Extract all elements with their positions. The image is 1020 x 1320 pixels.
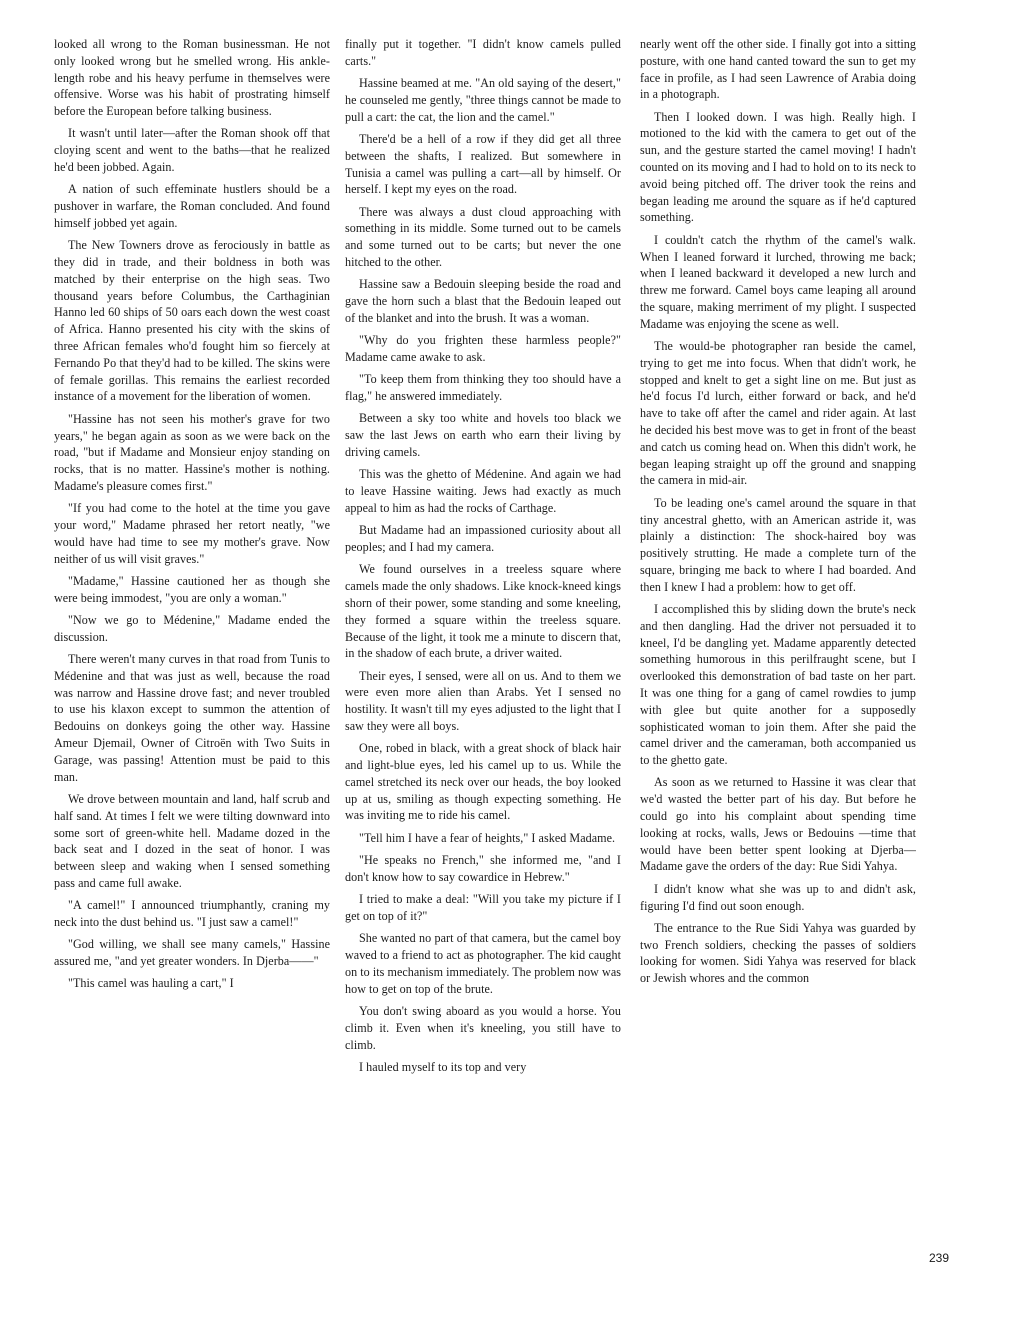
paragraph: I accomplished this by sliding down the brute's neck and then dangling. Had the driver not persuaded it to kneel, I'd be dangling yet. Madame apparently detected something humorous in this perilfraught scene, but I overlooked this demonstration of bad taste on her part. It was one thing for a gang of camel rowdies to jump with glee but quite another for a supposedly sophisticated woman to join them. After she paid the camel driver and the cameraman, both accompanied us to the ghetto gate. (640, 602, 916, 768)
paragraph: A nation of such effeminate hustlers should be a pushover in warfare, the Roman concluded. And found himself jobbed yet again. (54, 182, 330, 230)
paragraph: As soon as we returned to Hassine it was clear that we'd wasted the better part of his day. But before he could go into his complaint about spending time looking at rocks, walls, Jews or Bedouins —time that would have been better spent looking at Djerba—Madame gave the orders of the day: Rue Sidi Yahya. (640, 775, 916, 874)
paragraph: I tried to make a deal: "Will you take my picture if I get on top of it?" (345, 892, 621, 923)
paragraph: One, robed in black, with a great shock of black hair and light-blue eyes, led his camel up to us. While the camel stretched its neck over our heads, the boy looked up at us, smiling as though expecting something. He was inviting me to ride his camel. (345, 741, 621, 823)
page-number: 239 (929, 1251, 950, 1265)
paragraph: I couldn't catch the rhythm of the camel's walk. When I leaned forward it lurched, throwing me back; when I leaned backward it developed a new lurch and threw me forward. Camel boys came leaping all around the square, making merriment of my plight. I suspected Madame was enjoying the scene as well. (640, 232, 916, 331)
paragraph: "A camel!" I announced triumphantly, craning my neck into the dust behind us. "I just saw a camel!" (54, 898, 330, 930)
paragraph: "He speaks no French," she informed me, "and I don't know how to say cowardice in Hebrew." (345, 853, 621, 884)
paragraph: "Why do you frighten these harmless people?" Madame came awake to ask. (345, 333, 621, 365)
text-column-middle (345, 36, 621, 1264)
paragraph: The would-be photographer ran beside the camel, trying to get me into focus. When that didn't work, he stopped and knelt to get a sight line on me. But just as he'd focus I'd lurch, either forward or back, and he'd have to take off after the camel and rider again. At last he decided his best move was to get in front of the beast and catch us coming head on. When this didn't work, he began leaping straight up off the ground and snapping the camera in mid-air. (640, 339, 916, 488)
paragraph: nearly went off the other side. I finally got into a sitting posture, with one hand canted toward the sun to get my face in profile, as I had seen Lawrence of Arabia doing in a photograph. (640, 37, 916, 102)
paragraph: Hassine saw a Bedouin sleeping beside the road and gave the horn such a blast that the Bedouin leaped out of the blanket and into the brush. It was a woman. (345, 277, 621, 325)
paragraph: There weren't many curves in that road from Tunis to Médenine and that was just as well, because the road was narrow and Hassine drove fast; and never troubled to use his klaxon except to summon the attention of Bedouins on donkeys going the other way. Hassine Ameur Djemail, Owner of Citroën with Two Suits in Garage, was passing! Attention must be paid to this man. (54, 652, 330, 784)
text-column-right (640, 36, 916, 1264)
paragraph: She wanted no part of that camera, but the camel boy waved to a friend to act as photographer. The kid caught on to its mechanism immediately. The problem now was how to get on top of the brute. (345, 931, 621, 996)
paragraph: It wasn't until later—after the Roman shook off that cloying scent and went to the baths—that he realized he'd been jobbed. Again. (54, 126, 330, 175)
paragraph: Their eyes, I sensed, were all on us. And to them we were even more alien than Arabs. Yet I sensed no hostility. It wasn't till my eyes adjusted to the light that I saw they were all boys. (345, 668, 621, 733)
paragraph: The entrance to the Rue Sidi Yahya was guarded by two French soldiers, checking the passes of soldiers looking for women. Sidi Yahya was reserved for black or Jewish whores and the common (640, 920, 916, 986)
paragraph: "God willing, we shall see many camels," Hassine assured me, "and yet greater wonders. In Djerba——" (54, 937, 330, 969)
paragraph: There'd be a hell of a row if they did get all three between the shafts, I realized. But somewhere in Tunisia a camel was pulling a cart—all by himself. Or herself. I kept my eyes on the road. (345, 131, 621, 197)
paragraph: To be leading one's camel around the square in that tiny ancestral ghetto, with an American astride it, was plainly a distinction: The shock-haired boy was positively strutting. He made a complete turn of the square, bringing me back to where I had boarded. And then I knew I had a problem: how to get off. (640, 495, 916, 594)
paragraph: "Madame," Hassine cautioned her as though she were being immodest, "you are only a woman." (54, 573, 330, 605)
paragraph: Hassine beamed at me. "An old saying of the desert," he counseled me gently, "three things cannot be made to pull a cart: the cat, the lion and the camel." (345, 76, 621, 124)
paragraph: "To keep them from thinking they too should have a flag," he answered immediately. (345, 372, 621, 404)
paragraph: You don't swing aboard as you would a horse. You climb it. Even when it's kneeling, you still have to climb. (345, 1003, 621, 1052)
paragraph: Between a sky too white and hovels too black we saw the last Jews on earth who earn their living by driving camels. (345, 411, 621, 460)
paragraph: "Now we go to Médenine," Madame ended the discussion. (54, 613, 330, 644)
paragraph: We found ourselves in a treeless square where camels made the only shadows. Like knock-kneed kings shorn of their power, some standing and some kneeling, they formed a square within the treeless square. Because of the light, it took me a minute to discern that, in the shadow of each brute, a driver waited. (345, 562, 621, 661)
paragraph: "Hassine has not seen his mother's grave for two years," he began again as soon as we were back on the road, "but if Madame and Monsieur enjoy standing on rocks, that is no matter. Hassine's mother is nothing. Madame's pleasure comes first." (54, 411, 330, 493)
paragraph: "Tell him I have a fear of heights," I asked Madame. (359, 830, 616, 845)
paragraph: "If you had come to the hotel at the time you gave your word," Madame phrased her retort neatly, "we would have had time to see my mother's grave. Now neither of us will visit graves." (54, 501, 330, 566)
paragraph: There was always a dust cloud approaching with something in its middle. Some turned out to be camels and some turned out to be carts; but never the one hitched to the other. (345, 204, 621, 270)
paragraph: "This camel was hauling a cart," I (68, 976, 234, 991)
paragraph: We drove between mountain and land, half scrub and half sand. At times I felt we were tilting downward into some sort of green-white hell. Madame dozed in the back seat and I dozed in the seat of honor. I was between sleep and waking when I sensed something pass and came full awake. (54, 791, 330, 890)
paragraph: looked all wrong to the Roman businessman. He not only looked wrong but he smelled wrong. His ankle-length robe and his heavy perfume in themselves were offensive. Worse was his habit of prostrating himself before the European before talking business. (54, 37, 330, 119)
paragraph: finally put it together. "I didn't know camels pulled carts." (345, 37, 621, 68)
paragraph: I hauled myself to its top and very (359, 1059, 527, 1074)
text-column-left (54, 36, 330, 1264)
paragraph: This was the ghetto of Médenine. And again we had to leave Hassine waiting. Jews had exactly as much appeal to him as had the rocks of Carthage. (345, 467, 621, 515)
paragraph: I didn't know what she was up to and didn't ask, figuring I'd find out soon enough. (640, 881, 916, 913)
paragraph: The New Towners drove as ferociously in battle as they did in trade, and their boldness in both was matched by their enterprise on the high seas. Two thousand years before Columbus, the Carthaginian Hanno led 60 ships of 50 oars each down the west coast of Africa. Hanno presented his city with the skins of three African females who'd fought him so fiercely at Fernando Po that they'd had to be killed. The skins were of female gorillas. This remains the earliest recorded instance of a movement for the liberation of women. (54, 238, 330, 404)
paragraph: But Madame had an impassioned curiosity about all peoples; and I had my camera. (345, 523, 621, 555)
paragraph: Then I looked down. I was high. Really high. I motioned to the kid with the camera to get out of the sun, and the gesture started the camel moving! I hadn't counted on its moving and I had to hold on to its neck to avoid being pitched off. The driver took the reins and began leading me around the square as if he'd captured something. (640, 109, 916, 225)
